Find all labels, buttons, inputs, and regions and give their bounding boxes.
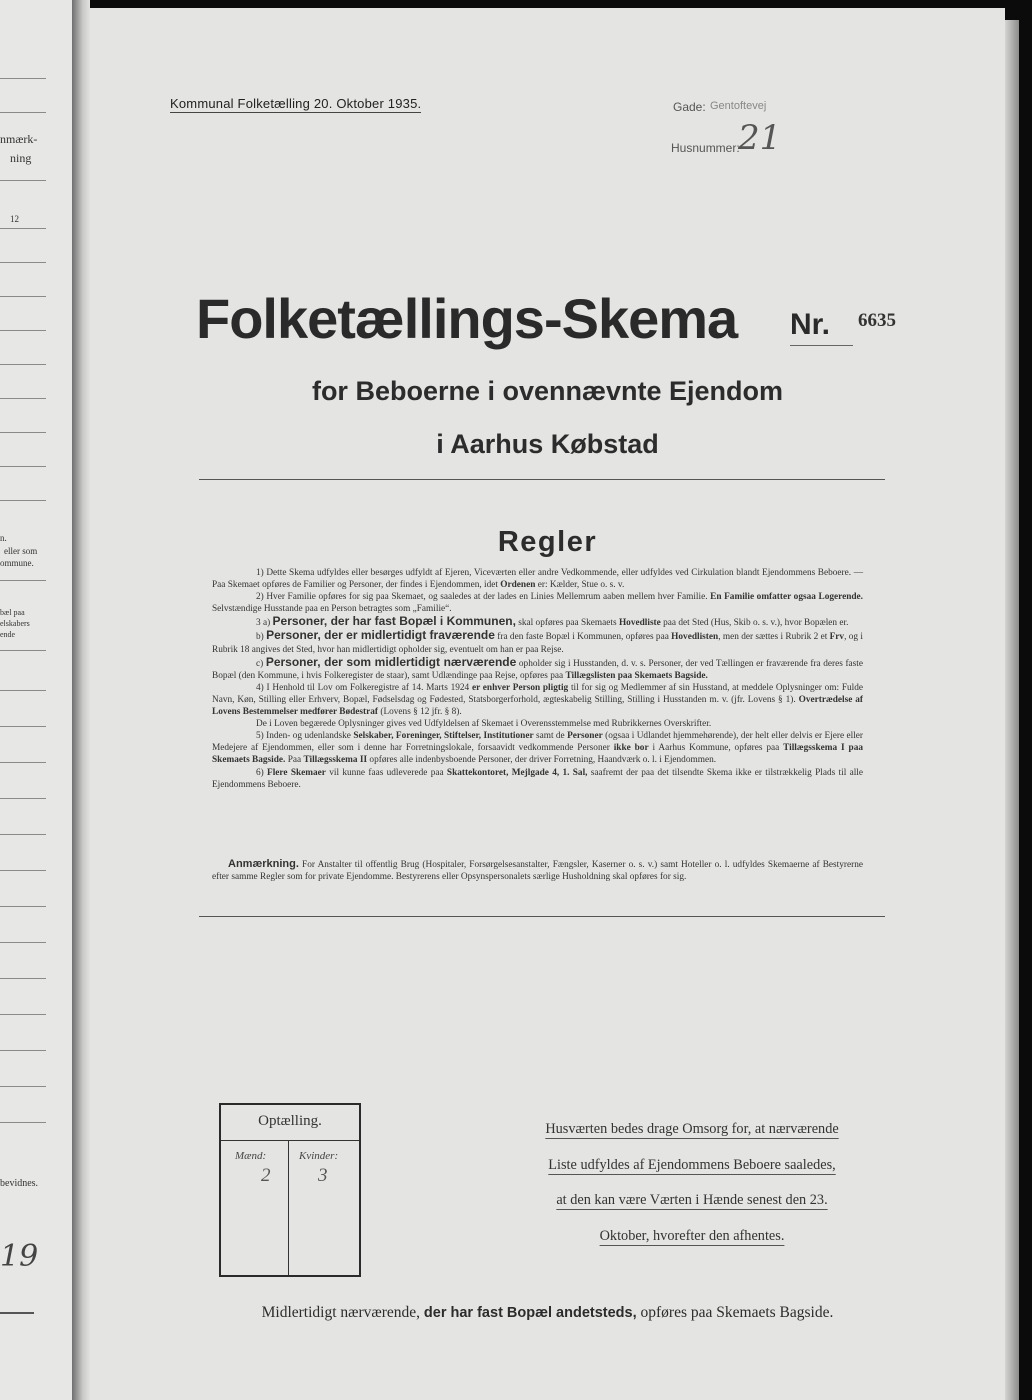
ruled-line (0, 228, 46, 229)
rule-2: 2) Hver Familie opføres for sig paa Skemaet, og saaledes at der lades en Linies Mellemrum aaben mellem hver Familie. En Familie omfatter ogsaa Logerende. Selvstændige Husstande paa en Person betragtes som „Familie“. (212, 592, 863, 615)
gade-label: Gade: (673, 100, 706, 114)
fragment-text: 12 (10, 214, 19, 224)
ruled-line (0, 1086, 46, 1087)
anmaerkning (212, 858, 863, 883)
ruled-line (0, 466, 46, 467)
form-number: 6635 (858, 310, 896, 331)
husnummer-label: Husnummer: (671, 141, 740, 155)
notice-line: Liste udfyldes af Ejendommens Beboere saaledes, (548, 1156, 836, 1173)
rule-4: 4) I Henhold til Lov om Folkeregistre af 14. Marts 1924 er enhver Person pligtig til for sig og Medlemmer af sin Husstand, at meddele Oplysninger om: Fulde Navn, Køn, Stilling eller Erhverv, Bopæl, Fødselsdag og Fødested, Statsborgerforhold, ægteskabelig Stilling, Stilling i Husstanden m. v. (jfr. Lovens § 1). Overtrædelse af Lovens Bestemmelser medfører Bødestraf (Lovens § 12 jfr. § 8). (212, 682, 863, 718)
nr-label: Nr. (790, 308, 831, 341)
box-divider (221, 1140, 359, 1141)
ruled-line (0, 834, 46, 835)
census-form-page (90, 8, 1005, 1400)
ruled-line (0, 364, 46, 365)
fragment-text: bevidnes. (0, 1178, 39, 1189)
ruled-line (0, 296, 46, 297)
gade-value: Gentoftevej (710, 100, 767, 112)
landlord-notice (526, 1112, 858, 1254)
fragment-text: nmærk- (0, 132, 38, 146)
kvinder-label: Kvinder: (299, 1150, 339, 1162)
ruled-line (0, 78, 46, 79)
ruled-line (0, 1050, 46, 1051)
ruled-line (0, 942, 46, 943)
fragment-text: ende (0, 630, 16, 639)
rule-5: 5) Inden- og udenlandske Selskaber, Foreninger, Stiftelser, Institutioner samt de Personer (ogsaa i Udlandet hjemmehørende), der helt eller delvis er Ejere eller Medejere af Ejendommen, eller som i denne har Forretningslokale, forsaavidt vedkommende Personer ikke bor i Aarhus Kommune, opføres paa Tillægsskema I paa Skemaets Bagside. Paa Tillægsskema II opføres alle indenbysboende Personer, der driver Forretning, Haandværk o. l. i Ejendommen. (212, 731, 864, 766)
rule-1: 1) Dette Skema udfyldes eller besørges udfyldt af Ejeren, Viceværten eller andre Vedkommende, eller udfyldes ved Cirkulation blandt Ejendommens Beboere. — Paa Skemaet opføres de Familier og Personer, der findes i Ejendommen, idet Ordenen er: Kælder, Stue o. s. v. (212, 568, 863, 591)
fragment-text: eller som (4, 546, 38, 556)
fragment-handwriting: 19 (0, 1239, 39, 1274)
rule-3c: c) Personer, der som midlertidigt nærværende opholder sig i Husstanden, d. v. s. Personer, der ved Tællingen er fraværende fra deres faste Bopæl (den Kommune, i hvis Folkeregister de staar), samt Udlændinge paa Rejse, opføres paa Tillægslisten paa Skemaets Bagside. (212, 654, 863, 681)
maend-label: Mænd: (235, 1150, 267, 1162)
ruled-line (0, 1312, 34, 1314)
kvinder-count: 3 (318, 1165, 328, 1186)
fragment-text: bæl paa (0, 608, 25, 617)
page-title: Folketællings-Skema (196, 287, 738, 350)
ruled-line (0, 978, 46, 979)
ruled-line (0, 398, 46, 399)
fragment-text: ning (10, 151, 32, 165)
ruled-line (0, 762, 46, 763)
optaelling-box (219, 1103, 361, 1277)
optaelling-title: Optælling. (258, 1113, 322, 1129)
subtitle-beboere: for Beboerne i ovennævnte Ejendom (311, 376, 784, 406)
rule-6: 6) Flere Skemaer vil kunne faas udleverede paa Skattekontoret, Mejlgade 4, 1. Sal, saafremt der paa det tilsendte Skema ikke er tilstrækkelig Plads til alle Ejendommens Beboere. (212, 767, 863, 790)
rules-body (212, 567, 863, 791)
ruled-line (0, 906, 46, 907)
ruled-line (0, 180, 46, 181)
ruled-line (0, 690, 46, 691)
census-date-header: Kommunal Folketælling 20. Oktober 1935. (170, 96, 422, 111)
ruled-line (0, 1014, 46, 1015)
divider (199, 479, 885, 480)
left-page-fragment (0, 0, 72, 1400)
subtitle-aarhus: i Aarhus Købstad (436, 429, 659, 459)
ruled-line (0, 726, 46, 727)
page-edge (1005, 20, 1019, 1400)
fragment-text: ommune. (0, 558, 34, 568)
book-gutter (72, 0, 90, 1400)
notice-line: Husværten bedes drage Omsorg for, at nærværende (545, 1121, 839, 1137)
divider (199, 916, 885, 917)
rule-3a: 3 a) Personer, der har fast Bopæl i Kommunen, skal opføres paa Skemaets Hovedliste paa det Sted (Hus, Skib o. s. v.), hvor Bopælen er. (256, 614, 849, 629)
ruled-line (0, 330, 46, 331)
ruled-line (0, 262, 46, 263)
ruled-line (0, 112, 46, 113)
ruled-line (0, 580, 46, 581)
fragment-text: n. (0, 533, 7, 543)
footer-note: Midlertidigt nærværende, der har fast Bopæl andetsteds, opføres paa Skemaets Bagside. (261, 1304, 834, 1321)
ruled-line (0, 650, 46, 651)
ruled-line (0, 500, 46, 501)
box-divider (288, 1140, 289, 1275)
notice-line: at den kan være Værten i Hænde senest den 23. (556, 1192, 828, 1208)
ruled-line (0, 432, 46, 433)
rule-4-continued: De i Loven begærede Oplysninger gives ved Udfyldelsen af Skemaet i Overensstemmelse med Rubrikkernes Overskrifter. (256, 719, 712, 730)
nr-underline (790, 345, 853, 346)
anmaerkning-text: For Anstalter til offentlig Brug (Hospitaler, Forsørgelsesanstalter, Fængsler, Kaserner o. s. v.) samt Hoteller o. l. udfyldes Skemaerne af Bestyrerne efter samme Regler som for private Ejendomme. Bestyrerens eller Opsynspersonalets særlige Husholdning skal opføres for sig. (212, 860, 863, 883)
fragment-text: elskabers (0, 619, 30, 628)
maend-count: 2 (261, 1165, 271, 1186)
ruled-line (0, 1122, 46, 1123)
ruled-line (0, 870, 46, 871)
husnummer-value: 21 (738, 118, 782, 158)
ruled-line (0, 798, 46, 799)
notice-line: Oktober, hvorefter den afhentes. (599, 1227, 785, 1244)
regler-heading: Regler (497, 526, 598, 558)
rule-3b: b) Personer, der er midlertidigt fraværende fra den faste Bopæl i Kommunen, opføres paa Hovedlisten, men der sættes i Rubrik 2 et Frv, og i Rubrik 18 angives det Sted, hvor han midlertidigt opholder sig, eventuelt om han er paa Rejse. (212, 628, 863, 655)
anmaerkning-label: Anmærkning. (228, 858, 299, 870)
